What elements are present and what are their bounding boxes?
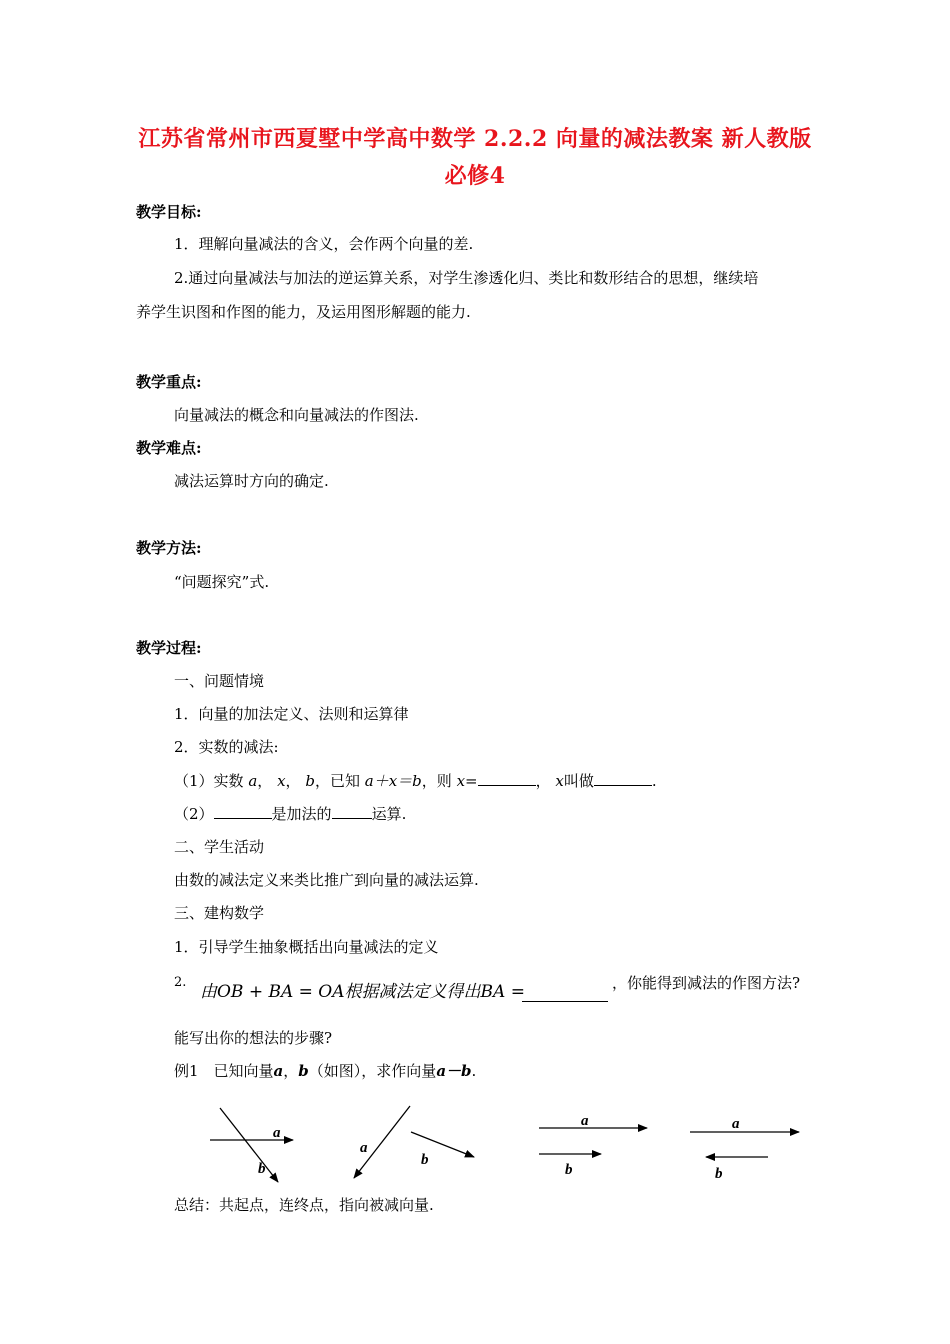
q2-mid: 是加法的 (271, 805, 332, 823)
q2-blank-2 (332, 804, 372, 819)
section-2-title: 二、学生活动 (174, 838, 265, 856)
fig2-label-a: a (360, 1140, 368, 1156)
document-title-line2: 必修4 (444, 163, 506, 189)
steps-question: 能写出你的想法的步骤? (174, 1029, 333, 1047)
figure-3 (539, 1113, 647, 1178)
question-2 (174, 804, 406, 824)
q1-var-a: a (248, 772, 258, 790)
objective-item-1: 1．理解向量减法的含义，会作两个向量的差. (174, 235, 474, 253)
method-heading: 教学方法: (136, 539, 202, 557)
section-3-item-2-question: ，你能得到减法的作图方法? (612, 974, 801, 992)
vector-figures (0, 1100, 950, 1200)
objectives-heading: 教学目标: (136, 203, 202, 221)
q2-end: 运算. (371, 805, 407, 823)
q1-known: ，已知 (314, 772, 360, 790)
section-1-item-2: 2．实数的减法: (174, 738, 279, 756)
question-1: （1）实数 a， x， b，已知 a＋x＝b，则 x= ， x叫做 . (174, 772, 657, 790)
q1-then: ，则 (421, 772, 452, 790)
example-expression: a－b (436, 1062, 472, 1080)
section-1-title: 一、问题情境 (174, 672, 265, 690)
objective-item-2b: 养学生识图和作图的能力，及运用图形解题的能力. (136, 303, 471, 321)
fig1-label-b: b (258, 1161, 266, 1177)
fig4-label-b: b (715, 1166, 723, 1182)
subtraction-formula: 由OB + BA = OA根据减法定义得出BA = (200, 982, 525, 1002)
fig3-label-a: a (581, 1113, 589, 1129)
section-2-text: 由数的减法定义来类比推广到向量的减法运算. (174, 871, 479, 889)
method-text: “问题探究”式. (174, 573, 270, 591)
figure-1 (210, 1108, 293, 1182)
q1-var-b: b (305, 772, 315, 790)
fig1-label-a: a (273, 1125, 281, 1141)
q1-var-x2: x (456, 772, 466, 790)
q1-called: 叫做 (563, 772, 594, 790)
key-points-text: 向量减法的概念和向量减法的作图法. (174, 406, 419, 424)
fig3-label-b: b (565, 1162, 573, 1178)
process-heading: 教学过程: (136, 639, 202, 657)
section-3-item-2-number: 2. (174, 975, 187, 990)
example-sep: ， (283, 1062, 299, 1080)
example-1 (174, 1061, 476, 1081)
q1-blank-2 (594, 771, 652, 786)
formula-answer-blank (522, 986, 608, 1002)
difficulties-heading: 教学难点: (136, 439, 202, 457)
q1-var-x: x (277, 772, 286, 790)
q1-blank-1 (478, 771, 536, 786)
key-points-heading: 教学重点: (136, 373, 202, 391)
q1-eqsign: = (465, 772, 478, 790)
example-mid: （如图），求作向量 (308, 1062, 437, 1080)
q1-prefix: （1）实数 (174, 772, 244, 790)
example-vector-a: a (273, 1062, 284, 1080)
fig4-label-a: a (732, 1116, 740, 1132)
section-3-item-1: 1．引导学生抽象概括出向量减法的定义 (174, 938, 439, 956)
q2-prefix: （2） (174, 805, 214, 823)
summary: 总结：共起点，连终点，指向被减向量. (174, 1196, 434, 1214)
objective-item-2a: 2.通过向量减法与加法的逆运算关系，对学生渗透化归、类比和数形结合的思想，继续培 (174, 269, 759, 287)
figure-4 (690, 1116, 799, 1182)
q2-blank-1 (214, 804, 272, 819)
fig2-label-b: b (421, 1152, 429, 1168)
figure-2 (354, 1106, 474, 1178)
fig1-vector-b (220, 1108, 278, 1182)
difficulties-text: 减法运算时方向的确定. (174, 472, 329, 490)
q1-var-x3: x (555, 772, 564, 790)
example-prefix: 例1 已知向量 (174, 1062, 274, 1080)
q1-equation: a＋x＝b (364, 772, 422, 790)
example-vector-b: b (298, 1062, 309, 1080)
section-3-title: 三、建构数学 (174, 904, 265, 922)
section-1-item-1: 1．向量的加法定义、法则和运算律 (174, 705, 409, 723)
document-title-line1: 江苏省常州市西夏墅中学高中数学 2.2.2 向量的减法教案 新人教版 (138, 126, 812, 152)
example-end: . (471, 1062, 477, 1080)
